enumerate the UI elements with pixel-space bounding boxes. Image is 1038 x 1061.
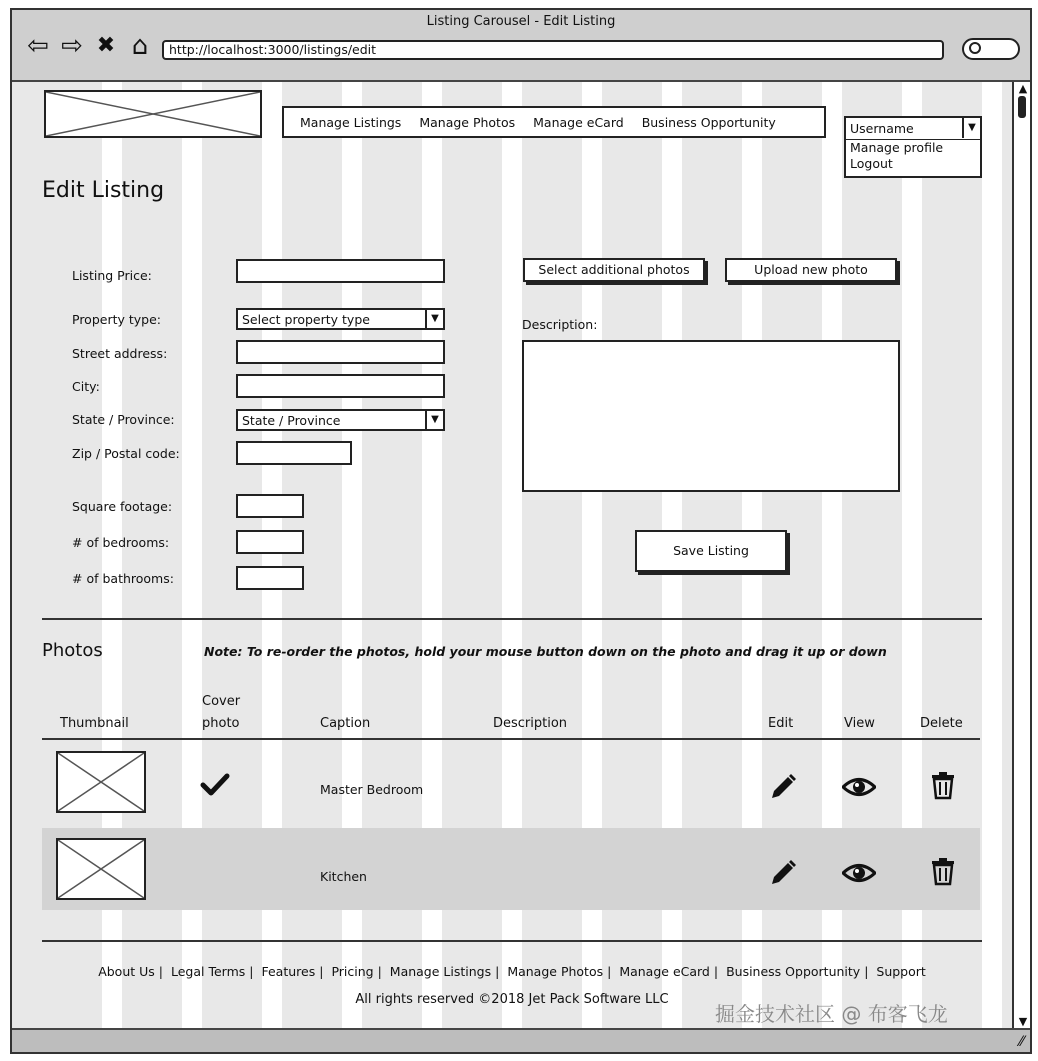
zip-input[interactable] [236,441,352,465]
nav-item-manage-photos[interactable]: Manage Photos [419,114,516,130]
vertical-scrollbar[interactable] [1012,82,1032,1028]
footer-link-about[interactable]: About Us [98,964,155,979]
bathrooms-label: # of bathrooms: [72,571,174,586]
zip-label: Zip / Postal code: [72,446,180,461]
scroll-up-icon[interactable]: ▲ [1018,82,1028,95]
footer-separator: | [713,964,719,979]
chevron-down-icon[interactable]: ▼ [962,118,980,138]
save-listing-button[interactable]: Save Listing [635,530,787,572]
square-footage-input[interactable] [236,494,304,518]
footer-separator: | [607,964,612,979]
search-icon [969,42,981,54]
reorder-note: Note: To re-order the photos, hold your mouse button down on the photo and drag it up or down [204,644,887,659]
nav-item-manage-ecard[interactable]: Manage eCard [533,114,624,130]
page-content [12,82,1012,1028]
divider [42,618,982,620]
browser-nav-buttons [24,32,154,60]
col-delete: Delete [920,716,963,731]
watermark: 掘金技术社区 @ 布客飞龙 [715,1002,948,1026]
footer-links [12,964,1012,979]
nav-item-manage-listings[interactable]: Manage Listings [300,114,402,130]
scroll-down-icon[interactable]: ▼ [1018,1015,1028,1028]
street-address-input[interactable] [236,340,445,364]
title-bar [12,10,1030,82]
description-label: Description: [522,317,598,332]
copyright: All rights reserved ©2018 Jet Pack Software LLC [355,992,669,1007]
property-type-label: Property type: [72,312,162,327]
photo-thumbnail[interactable] [56,838,146,900]
footer-separator: | [319,964,324,979]
footer-link-manage-ecard[interactable]: Manage eCard [619,964,710,979]
chevron-down-icon[interactable]: ▼ [425,411,443,429]
status-bar [12,1028,1030,1054]
col-view: View [844,716,875,731]
select-photos-button[interactable]: Select additional photos [523,258,705,282]
state-select[interactable] [236,409,445,431]
menu-item-logout[interactable]: Logout [850,156,893,171]
table-header-divider [42,738,980,740]
footer-link-manage-listings[interactable]: Manage Listings [389,964,492,979]
photos-title: Photos [42,640,103,661]
photo-thumbnail[interactable] [56,751,146,813]
main-nav [282,106,826,138]
footer-link-support[interactable]: Support [876,964,926,979]
bedrooms-input[interactable] [236,530,304,554]
listing-price-label: Listing Price: [72,268,152,283]
user-dropdown[interactable] [844,116,982,178]
property-type-value: Select property type [242,312,370,327]
resize-grip-icon[interactable]: ⁄⁄ [1019,1034,1024,1050]
username-label: Username [850,121,914,136]
bathrooms-input[interactable] [236,566,304,590]
home-icon[interactable]: ⌂ [131,31,149,61]
footer-separator: | [377,964,382,979]
city-input[interactable] [236,374,445,398]
col-caption: Caption [320,716,371,731]
col-cover-line1: Cover [202,694,241,709]
col-cover-line2: photo [202,716,240,731]
url-input[interactable]: http://localhost:3000/listings/edit [162,40,944,60]
bedrooms-label: # of bedrooms: [72,535,170,550]
footer-separator: | [495,964,500,979]
state-label: State / Province: [72,412,175,427]
menu-item-manage-profile[interactable]: Manage profile [850,140,944,155]
square-footage-label: Square footage: [72,499,173,514]
footer-divider [42,940,982,942]
footer-link-business-opportunity[interactable]: Business Opportunity [726,964,861,979]
footer-link-legal[interactable]: Legal Terms [170,964,246,979]
footer-separator: | [249,964,254,979]
logo-placeholder [44,90,262,138]
back-icon[interactable]: ⇦ [27,31,49,61]
table-row[interactable] [42,742,980,828]
footer-link-manage-photos[interactable]: Manage Photos [507,964,604,979]
chevron-down-icon[interactable]: ▼ [425,310,443,328]
trash-icon[interactable] [928,770,958,800]
footer-separator: | [158,964,163,979]
col-thumbnail: Thumbnail [60,716,129,731]
user-dropdown-selected[interactable] [846,118,980,140]
trash-icon[interactable] [928,856,958,886]
eye-icon[interactable] [842,772,876,802]
stop-icon[interactable]: ✖ [96,33,116,58]
pencil-icon[interactable] [768,858,798,888]
listing-price-input[interactable] [236,259,445,283]
page-title: Edit Listing [42,178,165,203]
checkmark-icon[interactable] [200,770,230,800]
description-textarea[interactable] [522,340,900,492]
eye-icon[interactable] [842,858,876,888]
col-description: Description [493,716,568,731]
footer-link-features[interactable]: Features [261,964,316,979]
city-label: City: [72,379,100,394]
property-type-select[interactable] [236,308,445,330]
scroll-thumb[interactable] [1018,96,1026,118]
photo-caption: Kitchen [320,869,367,884]
footer-separator: | [864,964,869,979]
browser-search-input[interactable] [962,38,1020,60]
street-address-label: Street address: [72,346,168,361]
pencil-icon[interactable] [768,772,798,802]
browser-window [10,8,1032,1054]
forward-icon[interactable]: ⇨ [61,31,83,61]
footer-link-pricing[interactable]: Pricing [331,964,374,979]
state-value: State / Province [242,413,341,428]
nav-item-business-opportunity[interactable]: Business Opportunity [641,114,776,130]
photo-caption: Master Bedroom [320,782,424,797]
col-edit: Edit [768,716,794,731]
upload-photo-button[interactable]: Upload new photo [725,258,897,282]
table-row[interactable] [42,828,980,910]
window-title: Listing Carousel - Edit Listing [426,14,616,29]
